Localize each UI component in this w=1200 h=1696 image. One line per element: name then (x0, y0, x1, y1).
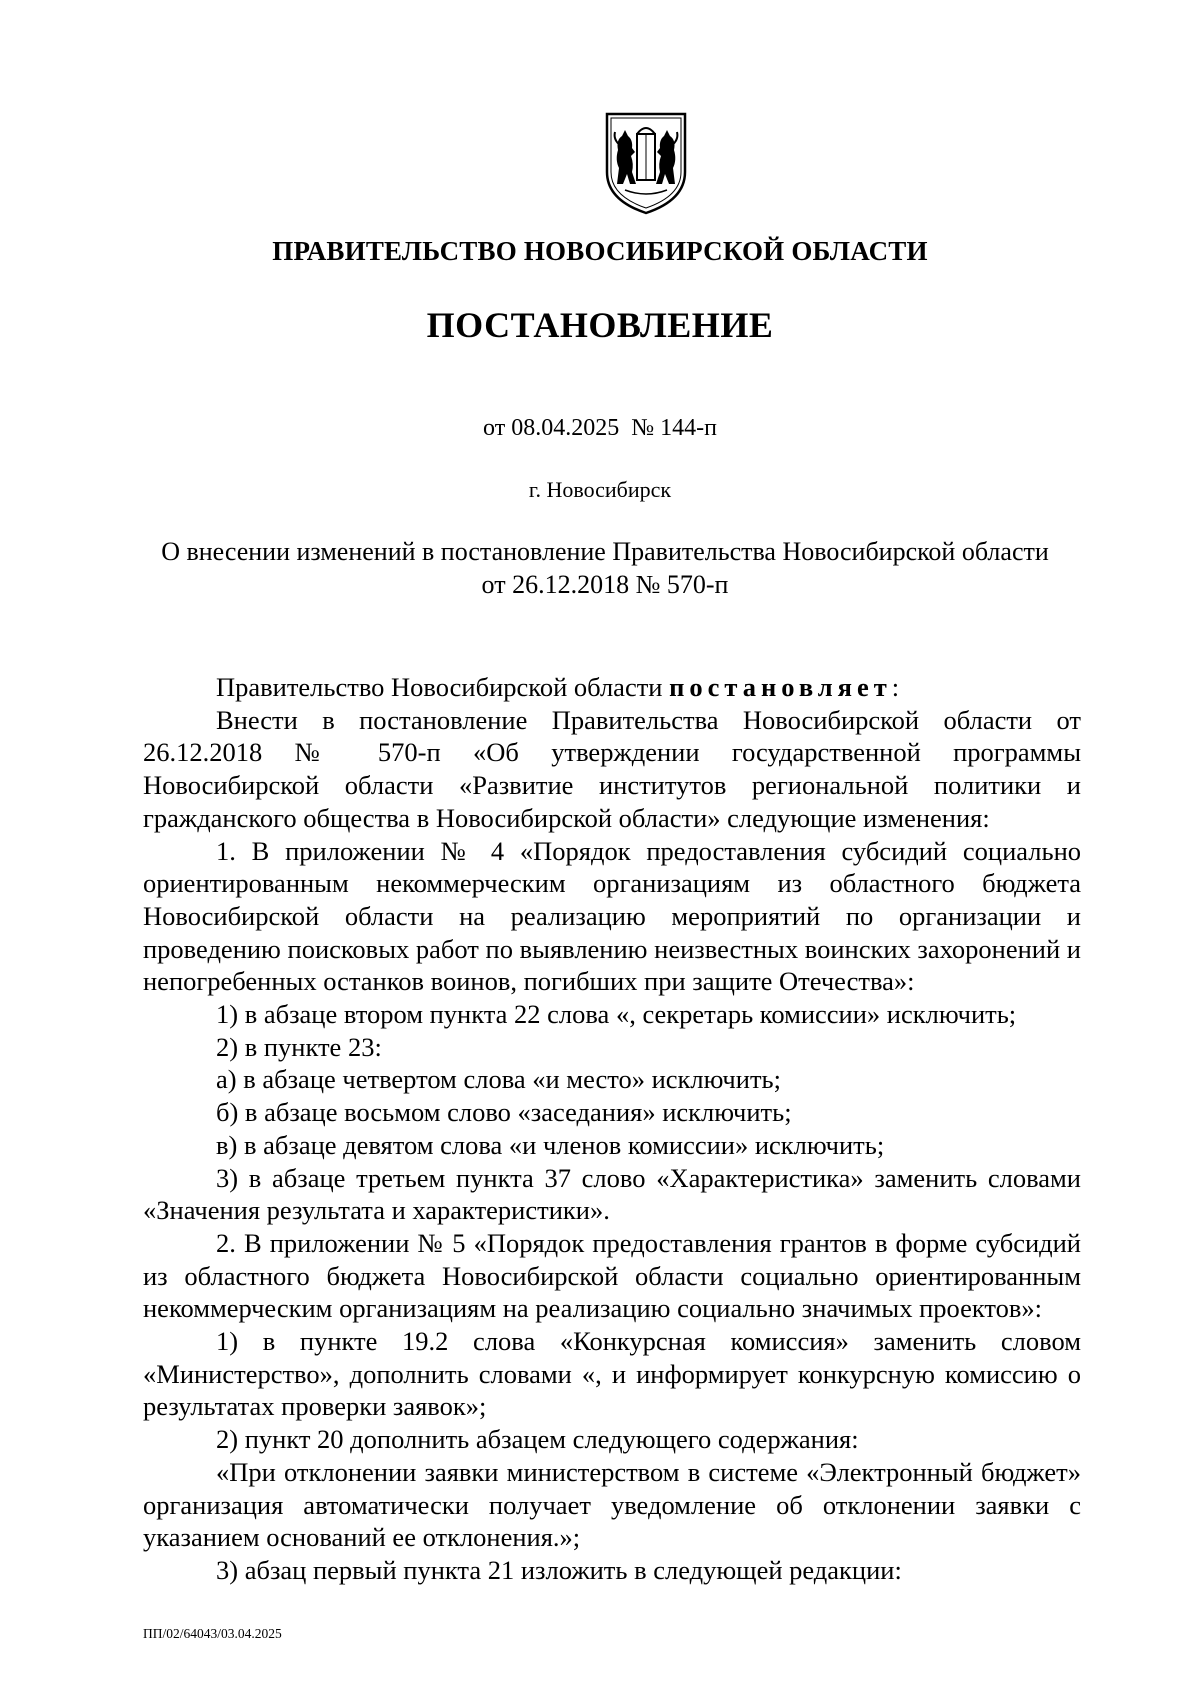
document-type-title: ПОСТАНОВЛЕНИЕ (426, 305, 774, 345)
document-city: г. Новосибирск (528, 477, 672, 502)
government-name: ПРАВИТЕЛЬСТВО НОВОСИБИРСКОЙ ОБЛАСТИ (272, 236, 928, 266)
body-paragraph: 3) абзац первый пункта 21 изложить в следующей редакции: (216, 1554, 902, 1585)
body-paragraph: б) в абзаце восьмом слово «заседания» исключить; (216, 1097, 792, 1128)
body-paragraph: 2) в пункте 23: (216, 1031, 382, 1062)
subject-line-1: О внесении изменений в постановление Правительства Новосибирской области (161, 537, 1049, 566)
document-body (143, 671, 1081, 1587)
body-paragraph: «При отклонении заявки министерством в системе «Электронный бюджет» организация автоматически получает уведомление об отклонении заявки с указанием оснований ее отклонения.»; (143, 1456, 1081, 1553)
document-date-number: от 08.04.2025 № 144-п (483, 415, 717, 441)
body-paragraph: 1) в абзаце втором пункта 22 слова «, секретарь комиссии» исключить; (216, 999, 1017, 1030)
intro-keyword: постановляет (669, 672, 892, 702)
subject-line-2: от 26.12.2018 № 570-п (481, 570, 729, 599)
intro-prefix: Правительство Новосибирской области (216, 672, 670, 702)
body-paragraph: 1) в пункте 19.2 слова «Конкурсная комиссия» заменить словом «Министерство», дополнить словами «, и информирует конкурсную комиссию о результатах проверки заявок»; (143, 1326, 1081, 1422)
footer-document-code: ПП/02/64043/03.04.2025 (143, 1626, 282, 1641)
body-paragraph: 3) в абзаце третьем пункта 37 слово «Характеристика» заменить словами «Значения результата и характеристики». (143, 1162, 1081, 1226)
body-paragraph: 2. В приложении № 5 «Порядок предоставления грантов в форме субсидий из областного бюджета Новосибирской области социально ориентированным некоммерческим организациям на реализацию социально значимых проектов»: (143, 1227, 1081, 1324)
body-paragraph: 1. В приложении № 4 «Порядок предоставления субсидий социально ориентированным некоммерческим организациям из областного бюджета Новосибирской области на реализацию мероприятий по организации и проведению поисковых работ по выявлению неизвестных воинских захоронений и непогребенных останков воинов, погибших при защите Отечества»: (143, 835, 1081, 997)
body-paragraph: в) в абзаце девятом слова «и членов комиссии» исключить; (216, 1129, 885, 1160)
intro-paragraph (143, 671, 1081, 704)
intro-suffix: : (891, 672, 900, 702)
body-paragraph: Внести в постановление Правительства Новосибирской области от 26.12.2018 № 570-п «Об утверждении государственной программы Новосибирской области «Развитие институтов региональной политики и гражданского общества в Новосибирской области» следующие изменения: (143, 704, 1081, 833)
coat-of-arms-icon (601, 110, 691, 216)
body-paragraph: 2) пункт 20 дополнить абзацем следующего содержания: (216, 1424, 859, 1455)
body-paragraph: а) в абзаце четвертом слова «и место» исключить; (216, 1064, 781, 1095)
document-subject (130, 535, 1080, 601)
